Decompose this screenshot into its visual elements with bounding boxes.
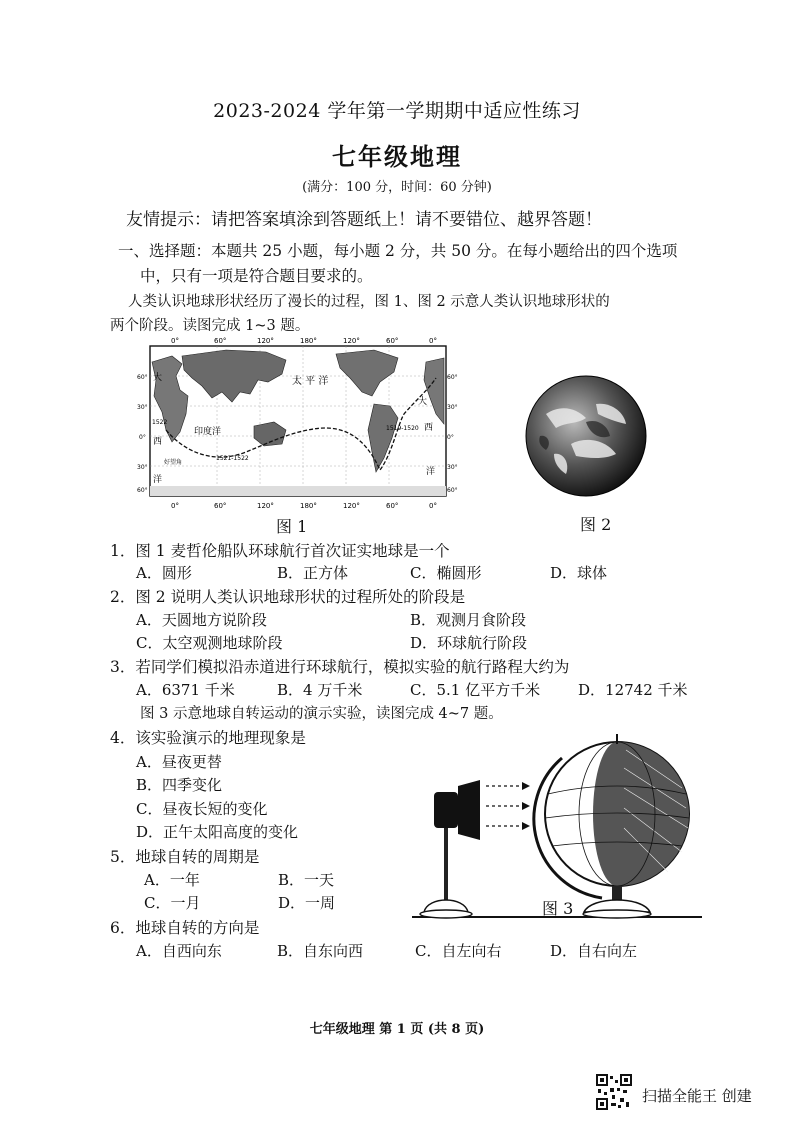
question-6-stem: 6．地球自转的方向是	[110, 919, 260, 937]
map-tick-left: 60°	[137, 487, 148, 494]
figure-2-caption: 图 2	[580, 515, 612, 534]
map-tick-right: 30°	[447, 404, 458, 411]
friendly-tip: 友情提示：请把答案填涂到答题纸上！请不要错位、越界答题！	[126, 210, 602, 230]
map-tick-top: 60°	[386, 337, 399, 345]
map-tick-bottom: 60°	[386, 502, 399, 510]
question-2-option-a: A．天圆地方说阶段	[136, 611, 267, 629]
section-heading-line1: 一、选择题：本题共 25 小题，每小题 2 分，共 50 分。在每小题给出的四个选项	[118, 242, 678, 260]
map-tick-bottom: 0°	[171, 502, 179, 510]
question-5-option-b: B．一天	[278, 871, 335, 889]
question-5-stem: 5．地球自转的周期是	[110, 848, 260, 866]
question-3-option-a: A．6371 千米	[136, 681, 235, 699]
label-yang-right: 洋	[426, 467, 436, 477]
question-5-option-d: D．一周	[278, 894, 336, 912]
question-5-option-c: C．一月	[144, 894, 201, 912]
map-tick-left: 0°	[139, 434, 146, 441]
question-6-option-b: B．自东向西	[277, 942, 364, 960]
map-tick-bottom: 60°	[214, 502, 227, 510]
label-da-right: 大	[418, 397, 428, 407]
section-heading-line2: 中，只有一项是符合题目要求的。	[140, 267, 373, 285]
figure-1-caption: 图 1	[276, 517, 308, 536]
figure-3-caption: 图 3	[542, 899, 574, 918]
map-tick-top: 60°	[214, 337, 227, 345]
question-3-option-c: C．5.1 亿平方千米	[410, 681, 541, 699]
light-ray-arrows	[486, 786, 522, 826]
question-1-stem: 1．图 1 麦哲伦船队环球航行首次证实地球是一个	[110, 542, 450, 560]
map-tick-left: 30°	[137, 404, 148, 411]
map-tick-bottom: 0°	[429, 502, 437, 510]
question-2-option-c: C．太空观测地球阶段	[136, 634, 283, 652]
question-1-option-b: B．正方体	[277, 564, 349, 582]
figure-3-experiment	[412, 728, 702, 922]
question-2-stem: 2．图 2 说明人类认识地球形状的过程所处的阶段是	[110, 588, 466, 606]
map-tick-right: 60°	[447, 487, 458, 494]
question-3-stem: 3．若同学们模拟沿赤道进行环球航行，模拟实验的航行路程大约为	[110, 658, 570, 676]
question-2-option-d: D．环球航行阶段	[410, 634, 528, 652]
page-footer: 七年级地理 第 1 页 (共 8 页)	[309, 1022, 485, 1037]
label-xi-right: 西	[424, 423, 434, 433]
globe-icon	[534, 734, 689, 918]
label-pacific: 太 平 洋	[292, 376, 329, 387]
intro-line1: 人类认识地球形状经历了漫长的过程，图 1、图 2 示意人类认识地球形状的	[128, 294, 610, 310]
question-6-option-a: A．自西向东	[136, 942, 222, 960]
question-5-option-a: A．一年	[144, 871, 200, 889]
map-tick-bottom: 120°	[257, 502, 274, 510]
label-yang-left: 洋	[153, 475, 163, 485]
subject-title: 七年级地理	[332, 142, 462, 171]
figure-2-earth	[516, 374, 656, 498]
question-4-option-b: B．四季变化	[136, 776, 223, 794]
question-6-option-c: C．自左向右	[415, 942, 502, 960]
exam-title: 2023-2024 学年第一学期期中适应性练习	[213, 100, 581, 122]
question-3-option-d: D．12742 千米	[578, 681, 688, 699]
map-tick-right: 30°	[447, 464, 458, 471]
question-1-option-d: D．球体	[550, 564, 608, 582]
map-tick-top: 120°	[257, 337, 274, 345]
question-4-option-c: C．昼夜长短的变化	[136, 800, 268, 818]
label-indian-ocean: 印度洋	[194, 427, 222, 437]
map-tick-bottom: 180°	[300, 502, 317, 510]
lamp-icon	[420, 780, 480, 918]
map-tick-top: 120°	[343, 337, 360, 345]
map-tick-right: 60°	[447, 374, 458, 381]
question-6-option-d: D．自右向左	[550, 942, 638, 960]
question-1-option-c: C．椭圆形	[410, 564, 482, 582]
question-4-option-d: D．正午太阳高度的变化	[136, 823, 299, 841]
question-3-option-b: B．4 万千米	[277, 681, 363, 699]
map-tick-top: 180°	[300, 337, 317, 345]
route-year-label: 1519-1520	[386, 425, 419, 432]
label-da-left: 大	[153, 373, 163, 383]
map-tick-right: 0°	[447, 434, 454, 441]
qr-code-icon	[596, 1074, 632, 1110]
intro-line2: 两个阶段。读图完成 1~3 题。	[110, 318, 310, 334]
route-year-label: 1521-1522	[216, 455, 249, 462]
exam-info: (满分：100 分，时间：60 分钟)	[302, 180, 492, 195]
question-4-stem: 4．该实验演示的地理现象是	[110, 729, 306, 747]
question-1-option-a: A．圆形	[136, 564, 192, 582]
label-xi-left: 西	[153, 437, 163, 447]
map-tick-bottom: 120°	[343, 502, 360, 510]
figure-1-map	[136, 334, 458, 512]
map-tick-top: 0°	[429, 337, 437, 345]
question-4-option-a: A．昼夜更替	[136, 753, 222, 771]
question-2-option-b: B．观测月食阶段	[410, 611, 527, 629]
map-tick-left: 60°	[137, 374, 148, 381]
scanner-watermark: 扫描全能王 创建	[642, 1087, 752, 1105]
map-tick-left: 30°	[137, 464, 148, 471]
map-tick-top: 0°	[171, 337, 179, 345]
route-year-label: 1522	[152, 419, 168, 426]
cape-label: 好望角	[164, 459, 183, 466]
intro-2: 图 3 示意地球自转运动的演示实验，读图完成 4~7 题。	[140, 706, 503, 722]
